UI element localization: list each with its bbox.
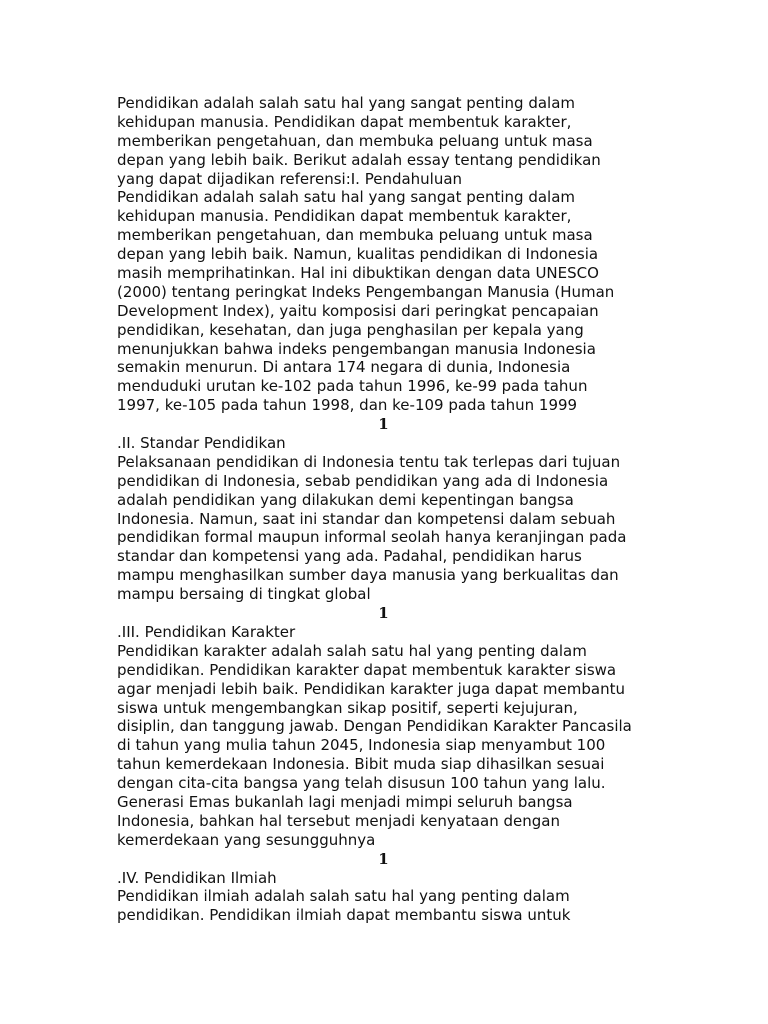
text-line: memberikan pengetahuan, dan membuka peluang untuk masa: [117, 226, 593, 245]
text-line: kehidupan manusia. Pendidikan dapat membentuk karakter,: [117, 207, 572, 226]
page-number: 1: [378, 849, 389, 868]
text-line: siswa untuk mengembangkan sikap positif, seperti kejujuran,: [117, 698, 578, 717]
text-line: pendidikan formal maupun informal seolah hanya keranjingan pada: [117, 528, 627, 547]
text-line: kemerdekaan yang sesungguhnya: [117, 830, 376, 849]
text-line: Development Index), yaitu komposisi dari peringkat pencapaian: [117, 301, 599, 320]
page-number: 1: [378, 604, 389, 623]
text-line: standar dan kompetensi yang ada. Padahal, pendidikan harus: [117, 547, 582, 566]
text-line: kehidupan manusia. Pendidikan dapat membentuk karakter,: [117, 112, 572, 131]
text-line: dengan cita-cita bangsa yang telah disusun 100 tahun yang lalu.: [117, 774, 606, 793]
text-line: depan yang lebih baik. Namun, kualitas pendidikan di Indonesia: [117, 245, 599, 264]
text-line: Indonesia. Namun, saat ini standar dan kompetensi dalam sebuah: [117, 509, 616, 528]
text-line: 1997, ke-105 pada tahun 1998, dan ke-109 pada tahun 1999: [117, 396, 578, 415]
text-line: pendidikan. Pendidikan karakter dapat membentuk karakter siswa: [117, 660, 617, 679]
text-line: depan yang lebih baik. Berikut adalah essay tentang pendidikan: [117, 150, 601, 169]
text-line: di tahun yang mulia tahun 2045, Indonesia siap menyambut 100: [117, 736, 606, 755]
text-line: disiplin, dan tanggung jawab. Dengan Pendidikan Karakter Pancasila: [117, 717, 632, 736]
text-line: semakin menurun. Di antara 174 negara di dunia, Indonesia: [117, 358, 571, 377]
text-line: menunjukkan bahwa indeks pengembangan manusia Indonesia: [117, 339, 596, 358]
text-line: pendidikan. Pendidikan ilmiah dapat membantu siswa untuk: [117, 906, 571, 925]
text-line: mampu bersaing di tingkat global: [117, 585, 371, 604]
text-line: (2000) tentang peringkat Indeks Pengembangan Manusia (Human: [117, 282, 615, 301]
text-line: Pelaksanaan pendidikan di Indonesia tentu tak terlepas dari tujuan: [117, 452, 621, 471]
text-line: mampu menghasilkan sumber daya manusia yang berkualitas dan: [117, 566, 619, 585]
text-line: Indonesia, bahkan hal tersebut menjadi kenyataan dengan: [117, 811, 560, 830]
text-line: menduduki urutan ke-102 pada tahun 1996, ke-99 pada tahun: [117, 377, 588, 396]
text-line: agar menjadi lebih baik. Pendidikan karakter juga dapat membantu: [117, 679, 625, 698]
text-line: pendidikan di Indonesia, sebab pendidikan yang ada di Indonesia: [117, 471, 609, 490]
text-line: tahun kemerdekaan Indonesia. Bibit muda siap dihasilkan sesuai: [117, 755, 605, 774]
text-line: .II. Standar Pendidikan: [117, 434, 286, 453]
text-line: .III. Pendidikan Karakter: [117, 622, 296, 641]
text-line: Pendidikan adalah salah satu hal yang sangat penting dalam: [117, 94, 576, 112]
text-line: masih memprihatinkan. Hal ini dibuktikan dengan data UNESCO: [117, 264, 599, 283]
text-line: memberikan pengetahuan, dan membuka peluang untuk masa: [117, 131, 593, 150]
text-line: Pendidikan ilmiah adalah salah satu hal yang penting dalam: [117, 887, 570, 906]
text-line: .IV. Pendidikan Ilmiah: [117, 868, 277, 887]
document-body: [117, 94, 657, 925]
text-line: Pendidikan karakter adalah salah satu hal yang penting dalam: [117, 641, 587, 660]
text-line: yang dapat dijadikan referensi:I. Pendahuluan: [117, 169, 463, 188]
text-line: Generasi Emas bukanlah lagi menjadi mimpi seluruh bangsa: [117, 792, 573, 811]
page-number: 1: [378, 415, 389, 434]
text-line: Pendidikan adalah salah satu hal yang sangat penting dalam: [117, 188, 576, 207]
text-line: adalah pendidikan yang dilakukan demi kepentingan bangsa: [117, 490, 574, 509]
text-line: pendidikan, kesehatan, dan juga penghasilan per kepala yang: [117, 320, 584, 339]
